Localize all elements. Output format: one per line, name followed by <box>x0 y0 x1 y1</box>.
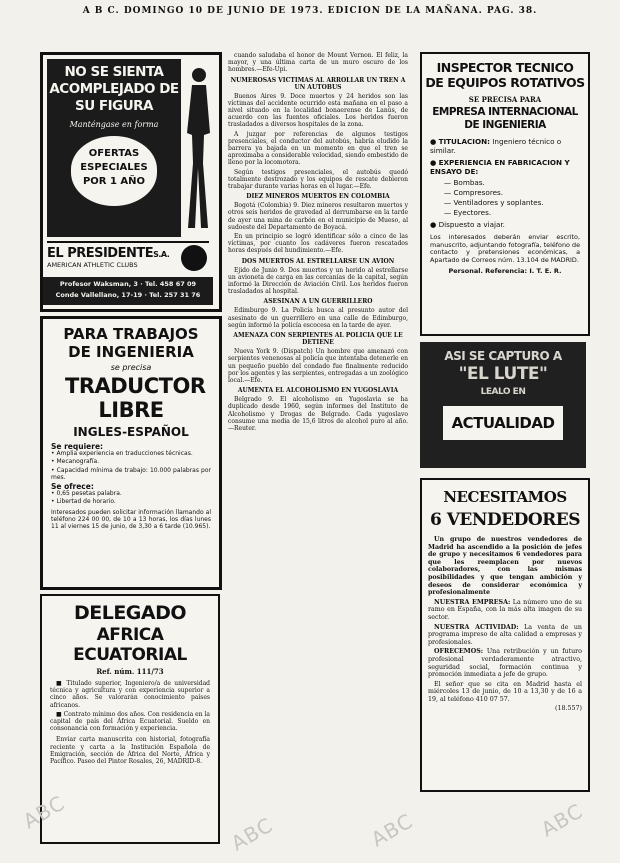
presidente-banner <box>47 59 181 237</box>
inspector-experiencia-list <box>444 178 580 217</box>
news-headline: NUMEROSAS VICTIMAS AL ARROLLAR UN TREN A UN AUTOBUS <box>230 76 406 91</box>
ad-lute <box>420 342 586 468</box>
traductor-lead: PARA TRABAJOS DE INGENIERIA <box>63 325 199 361</box>
news-headline: DIEZ MINEROS MUERTOS EN COLOMBIA <box>246 193 390 201</box>
traductor-offers-label: Se ofrece: <box>51 482 94 492</box>
vendedores-ref: (18.557) <box>555 705 582 713</box>
news-intro: cuando saludaba el honor de Mount Vernon. El feliz, la mayor, y una última carta de un muro oscuro de los hombres.—Efe-Upi. <box>228 52 408 74</box>
news-paragraph: Belgrado 9. El alcoholismo en Yugoslavia se ha duplicado desde 1960, según informes del Instituto de Alcoholismo y Drogas de Belgrado. Cada yugoslavo consume una media de 15,6 litros de alcohol puro al año.—Reuter. <box>228 396 408 432</box>
news-paragraph: Edimburgo 9. La Policía busca al presunto autor del asesinato de un guerrillero en una calle de Edimburgo, según informó la policía escocesa en la tarde de ayer. <box>228 307 408 329</box>
ad-traductor <box>40 316 222 590</box>
news-paragraph: Ejido de Junio 9. Dos muertos y un herido al estrellarse un avioneta de carga en las cercanías de la capital, según informó la Dirección de Aviación Civil. Los heridos fueron trasladados al hospital. <box>228 266 408 296</box>
athlete-figure-illustration <box>183 63 215 235</box>
news-paragraph: Nueva York 9. (Dispatch) Un hombre que amenazó con serpientes venenosas al policía que intentaba detenerle en un pequeño pueblo del condado fue finalmente reducido por los agentes y las serpientes, entregadas a un zoológico local.—Efe. <box>228 348 408 384</box>
bullet-icon: ● <box>430 158 437 167</box>
presidente-logo-icon <box>181 245 207 271</box>
vendedores-intro: Un grupo de nuestros vendedores de Madrid ha ascendido a la posición de jefes de grupo y necesitamos 6 vendedores para que les reemplacen por nuevos colaboradores, con las mismas posibilidades y que tengan ambición y deseos de considerar económica y profesionalmente <box>428 536 582 597</box>
vendedores-empresa: La número uno de su ramo en España, con la más alta imagen de su sector. <box>428 598 582 621</box>
watermark: ABC <box>536 798 588 842</box>
list-item: — Compresores. <box>444 188 504 197</box>
traductor-req: se precisa <box>110 363 152 372</box>
news-headline: ASESINAN A UN GUERRILLERO <box>263 298 373 306</box>
delegado-title2: AFRICA ECUATORIAL <box>73 625 187 665</box>
list-item: • Capacidad mínima de trabajo: 10.000 palabras por mes. <box>51 466 211 481</box>
news-paragraph: Según testigos presenciales, el autobús quedó totalmente destrozado y los equipos de rescate debieron trabajar durante varias horas en el lugar.—Efe. <box>228 168 408 191</box>
watermark: ABC <box>226 812 278 856</box>
traductor-requires-label: Se requiere: <box>51 442 104 451</box>
news-paragraph: En un principio se logró identificar sólo a cinco de las víctimas, por cuanto los cadáveres fueron rescatados horas después del hundimiento.—Efe. <box>228 233 408 255</box>
ad-presidente <box>40 52 222 312</box>
news-paragraph: A juzgar por referencias de algunos testigos presenciales, el conductor del autobús, habría eludido la barrera ya bajada en un momento en que el tren se aproximaba a considerable velocidad, siendo embestido de lleno por la locomotora. <box>228 130 408 167</box>
vendedores-body <box>428 536 582 713</box>
inspector-body: ● TITULACION: Ingeniero técnico o similar. ● EXPERIENCIA EN FABRICACION Y ENSAYO DE: — Bombas. — Compresores. — Ventiladores y soplantes. — Eyectores. ● Dispuesto a viajar. Los interesados deberán enviar escrito, manuscrito, adjuntando fotografía, teléfono de contacto y pretensiones económicas, a Apartado de Correos núm. 13.104 de MADRID. Personal. Referencia: I. T. E. R. <box>430 137 580 276</box>
news-column <box>228 52 408 842</box>
lute-headline: ASI SE CAPTURO A "EL LUTE" LEALO EN <box>444 349 562 397</box>
watermark: ABC <box>366 808 418 852</box>
delegado-ref: Ref. núm. 111/73 <box>96 667 164 676</box>
traductor-body <box>51 443 211 530</box>
inspector-ref: Personal. Referencia: I. T. E. R. <box>448 267 562 276</box>
news-headline: DOS MUERTOS AL ESTRELLARSE UN AVION <box>241 257 395 265</box>
presidente-club: AMERICAN ATHLETIC CLUBS <box>47 261 138 269</box>
delegado-title: DELEGADO <box>73 602 187 624</box>
vendedores-contact: El señor que se cita en Madrid hasta el miércoles 13 de junio, de 10 a 13,30 y de 16 a 19, al teléfono 410 07 57. <box>428 680 582 703</box>
news-headline: AMENAZA CON SERPIENTES AL POLICIA QUE LE DETIENE <box>233 332 403 347</box>
presidente-sub: Manténgase en forma <box>69 120 159 129</box>
vendedores-ofrecemos-label: OFRECEMOS: <box>434 648 484 656</box>
list-item: • Amplia experiencia en traducciones técnicas. <box>51 450 193 458</box>
presidente-brand-suffix: S.A. <box>153 250 170 259</box>
news-paragraph: Buenos Aires 9. Doce muertos y 24 heridos son las víctimas del accidente ocurrido esta mañana en el paso a nivel situado en la localidad bonaerense de Lanús, de acuerdo con las fuentes oficiales. Los heridos fueron trasladados a diversos hospitales de la zona. <box>228 92 408 129</box>
bullet-icon: ● <box>430 137 437 146</box>
vendedores-title1: NECESITAMOS <box>443 488 567 506</box>
ad-vendedores <box>420 478 590 792</box>
presidente-headline: NO SE SIENTA ACOMPLEJADO DE SU FIGURA <box>49 64 179 114</box>
vendedores-empresa-label: NUESTRA EMPRESA: <box>434 598 511 606</box>
bullet-icon: ● <box>430 220 437 229</box>
list-item: ■ Contrato mínimo dos años. Con residencia en la capital de país del África Ecuatorial. Sueldo en consonancia con formación y experiencia. <box>50 710 210 733</box>
list-item: • Libertad de horario. <box>51 498 116 506</box>
vendedores-title2: 6 VENDEDORES <box>429 510 581 530</box>
news-paragraph: Bogotá (Colombia) 9. Diez mineros resultaron muertos y otros seis heridos de gravedad al derrumbarse en la tarde de ayer una mina de carbón en el municipio de Mueso, al sudoeste del Departamento de Boyacá. <box>228 202 408 231</box>
inspector-precisa: SE PRECISA PARA <box>468 95 542 104</box>
watermark: ABC <box>18 790 70 834</box>
list-item: ■ Titulado superior, Ingeniero/a de universidad técnica y agricultura y con experiencia superior a cinco años. Se valorarán conocimiento países africanos. <box>50 680 210 709</box>
list-item: • 0,65 pesetas palabra. <box>51 490 122 498</box>
list-item: — Eyectores. <box>444 208 492 217</box>
presidente-offer: OFERTAS ESPECIALES POR 1 AÑO <box>71 136 157 206</box>
presidente-brand-bar <box>47 241 209 275</box>
traductor-title: TRADUCTOR LIBRE <box>65 374 206 422</box>
vendedores-actividad: La venta de un programa impreso de alta calidad a empresas y profesionales. <box>428 623 582 646</box>
vendedores-actividad-label: NUESTRA ACTIVIDAD: <box>434 623 519 631</box>
presidente-address-bar: Profesor Waksman, 3 · Tel. 458 67 09 Conde Vallellano, 17-19 · Tel. 257 31 76 <box>43 277 213 305</box>
ad-delegado <box>40 594 220 844</box>
delegado-body <box>50 680 210 765</box>
inspector-company: EMPRESA INTERNACIONAL DE INGENIERIA <box>432 106 578 131</box>
traductor-lang: INGLES-ESPAÑOL <box>73 425 189 439</box>
ad-inspector <box>420 52 590 336</box>
list-item: • Mecanografía. <box>51 458 100 466</box>
page-header: A B C. DOMINGO 10 DE JUNIO DE 1973. EDICION DE LA MAÑANA. PAG. 38. <box>82 6 538 16</box>
inspector-contact: Los interesados deberán enviar escrito, manuscrito, adjuntando fotografía, teléfono de contacto y pretensiones económicas, a Apartado de Correos núm. 13.104 de MADRID. <box>430 233 580 264</box>
list-item: — Ventiladores y soplantes. <box>444 198 544 207</box>
delegado-footer: Enviar carta manuscrita con historial, fotografía reciente y carta a la Institución Española de Emigración, sección de África del Norte, África y Pacífico. Paseo del Pintor Rosales, 26, MADRID-8. <box>50 736 210 766</box>
traductor-contact: Interesados pueden solicitar información llamando al teléfono 224 00 00, de 10 a 13 horas, los días lunes 11 al viernes 15 de junio, de 3,30 a 6 tarde (10.965). <box>51 508 211 531</box>
list-item: — Bombas. <box>444 178 485 187</box>
lute-magazine-logo: ACTUALIDAD <box>443 406 563 440</box>
vendedores-ofrecemos: Una retribución y un futuro profesional verdaderamente atractivo, seguridad social, formación continua y promoción inmediata a jefe de grupo. <box>428 648 582 679</box>
news-headline: AUMENTA EL ALCOHOLISMO EN YUGOSLAVIA <box>237 387 399 395</box>
traductor-offers-list <box>51 490 211 505</box>
traductor-requires-list <box>51 450 211 481</box>
presidente-brand: EL PRESIDENTE <box>47 246 154 261</box>
inspector-title: INSPECTOR TECNICO DE EQUIPOS ROTATIVOS <box>425 60 585 90</box>
